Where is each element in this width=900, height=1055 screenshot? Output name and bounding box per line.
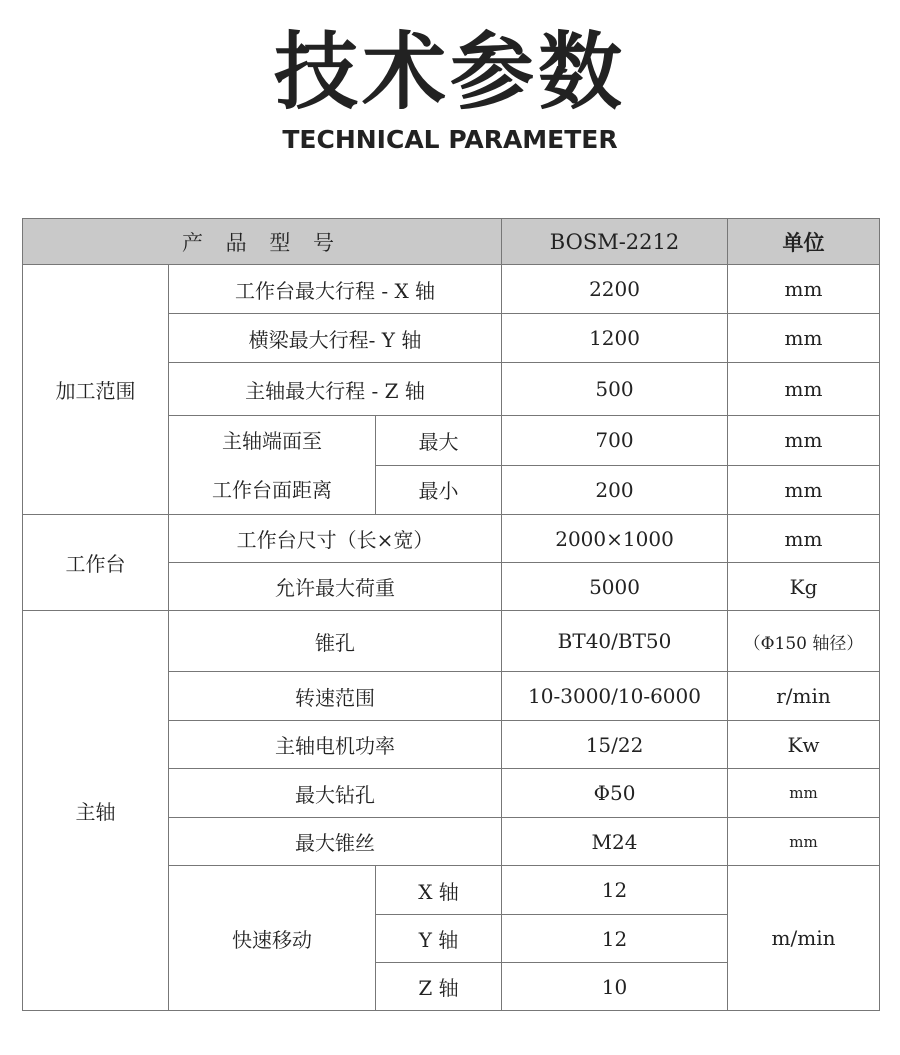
row-label: 横梁最大行程- Y 轴 — [169, 314, 502, 363]
row-label: 锥孔 — [169, 611, 502, 672]
row-value: 2200 — [502, 265, 728, 314]
row-unit: mm — [728, 465, 880, 515]
row-label: 最大钻孔 — [169, 769, 502, 818]
group-range: 加工范围 — [23, 265, 169, 515]
row-unit: mm — [728, 818, 880, 866]
row-label: 工作台最大行程 - X 轴 — [169, 265, 502, 314]
table-header-row — [23, 219, 880, 265]
spindle-distance-label-line1: 主轴端面至 — [222, 429, 322, 453]
spindle-distance-label — [169, 416, 376, 515]
group-spindle: 主轴 — [23, 611, 169, 1011]
rapid-axis-x-label: X 轴 — [376, 866, 502, 915]
page-title: 技术参数 — [273, 23, 626, 121]
rapid-axis-z-label: Z 轴 — [376, 963, 502, 1011]
table-row — [23, 611, 880, 672]
row-unit: mm — [728, 769, 880, 818]
row-value: 5000 — [502, 563, 728, 611]
row-value: M24 — [502, 818, 728, 866]
row-value: 500 — [502, 363, 728, 416]
header-model-value: BOSM-2212 — [502, 219, 728, 265]
table-row — [23, 265, 880, 314]
row-value: 200 — [502, 465, 728, 515]
spindle-distance-label-line2: 工作台面距离 — [212, 478, 332, 502]
row-value: BT40/BT50 — [502, 611, 728, 672]
row-label: 主轴电机功率 — [169, 721, 502, 769]
row-unit: （Φ150 轴径） — [728, 611, 880, 672]
rapid-axis-x-value: 12 — [502, 866, 728, 915]
row-unit: mm — [728, 515, 880, 563]
row-sublabel-min: 最小 — [376, 465, 502, 515]
row-unit: mm — [728, 363, 880, 416]
row-value: 700 — [502, 416, 728, 466]
row-unit: mm — [728, 416, 880, 466]
row-value: 10-3000/10-6000 — [502, 672, 728, 721]
row-sublabel-max: 最大 — [376, 416, 502, 466]
row-unit: Kg — [728, 563, 880, 611]
group-worktable: 工作台 — [23, 515, 169, 611]
spec-table — [22, 218, 880, 1011]
header-model-label: 产 品 型 号 — [23, 219, 502, 265]
rapid-move-label: 快速移动 — [169, 866, 376, 1011]
row-value: 1200 — [502, 314, 728, 363]
row-unit: mm — [728, 265, 880, 314]
row-value: Φ50 — [502, 769, 728, 818]
row-label: 转速范围 — [169, 672, 502, 721]
rapid-move-unit: m/min — [728, 866, 880, 1011]
row-value: 15/22 — [502, 721, 728, 769]
row-label: 主轴最大行程 - Z 轴 — [169, 363, 502, 416]
table-row — [23, 515, 880, 563]
header-unit-label: 单位 — [728, 219, 880, 265]
row-label: 最大锥丝 — [169, 818, 502, 866]
page-subtitle: TECHNICAL PARAMETER — [282, 125, 618, 154]
rapid-axis-z-value: 10 — [502, 963, 728, 1011]
row-label: 工作台尺寸（长×宽） — [169, 515, 502, 563]
rapid-axis-y-value: 12 — [502, 915, 728, 963]
rapid-axis-y-label: Y 轴 — [376, 915, 502, 963]
row-unit: Kw — [728, 721, 880, 769]
row-unit: r/min — [728, 672, 880, 721]
row-unit: mm — [728, 314, 880, 363]
row-label: 允许最大荷重 — [169, 563, 502, 611]
row-value: 2000×1000 — [502, 515, 728, 563]
